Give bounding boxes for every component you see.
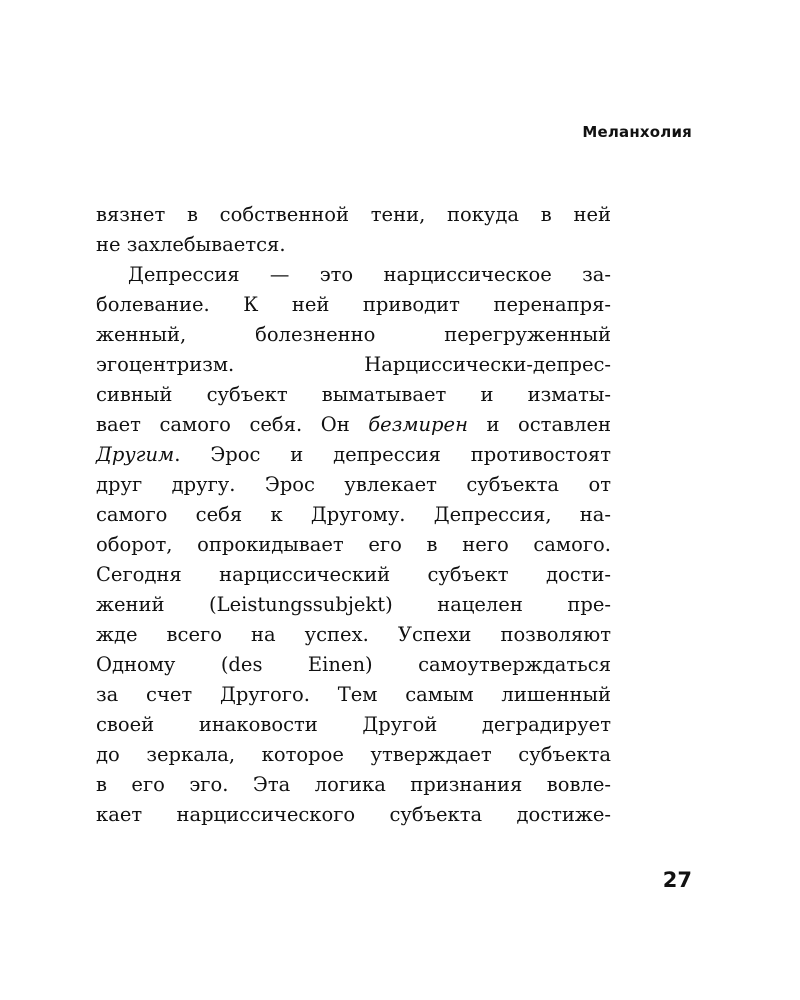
text-line: жде всего на успех. Успехи позволяют	[96, 623, 611, 646]
text-line: жений (Leistungssubjekt) нацелен пре-	[96, 593, 611, 616]
text-line: женный, болезненно перегруженный	[96, 323, 611, 346]
body-text	[96, 200, 611, 830]
text-line: эгоцентризм. Нарциссически-депрес-	[96, 353, 611, 376]
text-line: Депрессия — это нарциссическое за-	[128, 263, 611, 286]
text-line: самого себя к Другому. Депрессия, на-	[96, 503, 611, 526]
text-line: друг другу. Эрос увлекает субъекта от	[96, 473, 611, 496]
text-segment: . Эрос и депрессия противостоят	[174, 443, 611, 466]
text-line: за счет Другого. Тем самым лишенный	[96, 683, 611, 706]
text-line: болевание. К ней приводит перенапря-	[96, 293, 611, 316]
text-line: не захлебывается.	[96, 233, 286, 256]
text-line: в его эго. Эта логика признания вовле-	[96, 773, 611, 796]
text-segment: и оставлен	[467, 413, 612, 436]
page-number: 27	[662, 868, 692, 892]
text-line: сивный субъект выматывает и изматы-	[96, 383, 611, 406]
running-head: Меланхолия	[582, 123, 692, 141]
text-line: оборот, опрокидывает его в него самого.	[96, 533, 611, 556]
italic-word: Другим	[96, 443, 175, 466]
text-line: Сегодня нарциссический субъект дости-	[96, 563, 611, 586]
text-segment: вает самого себя. Он	[96, 413, 369, 436]
text-line: Одному (des Einen) самоутверждаться	[96, 653, 611, 676]
text-line: своей инаковости Другой деградирует	[96, 713, 611, 736]
text-line: кает нарциссического субъекта достиже-	[96, 803, 611, 826]
text-line: вязнет в собственной тени, покуда в ней	[96, 203, 611, 226]
text-line: до зеркала, которое утверждает субъекта	[96, 743, 611, 766]
italic-word: безмирен	[368, 413, 468, 436]
text-line	[96, 440, 611, 470]
text-line	[96, 410, 611, 440]
